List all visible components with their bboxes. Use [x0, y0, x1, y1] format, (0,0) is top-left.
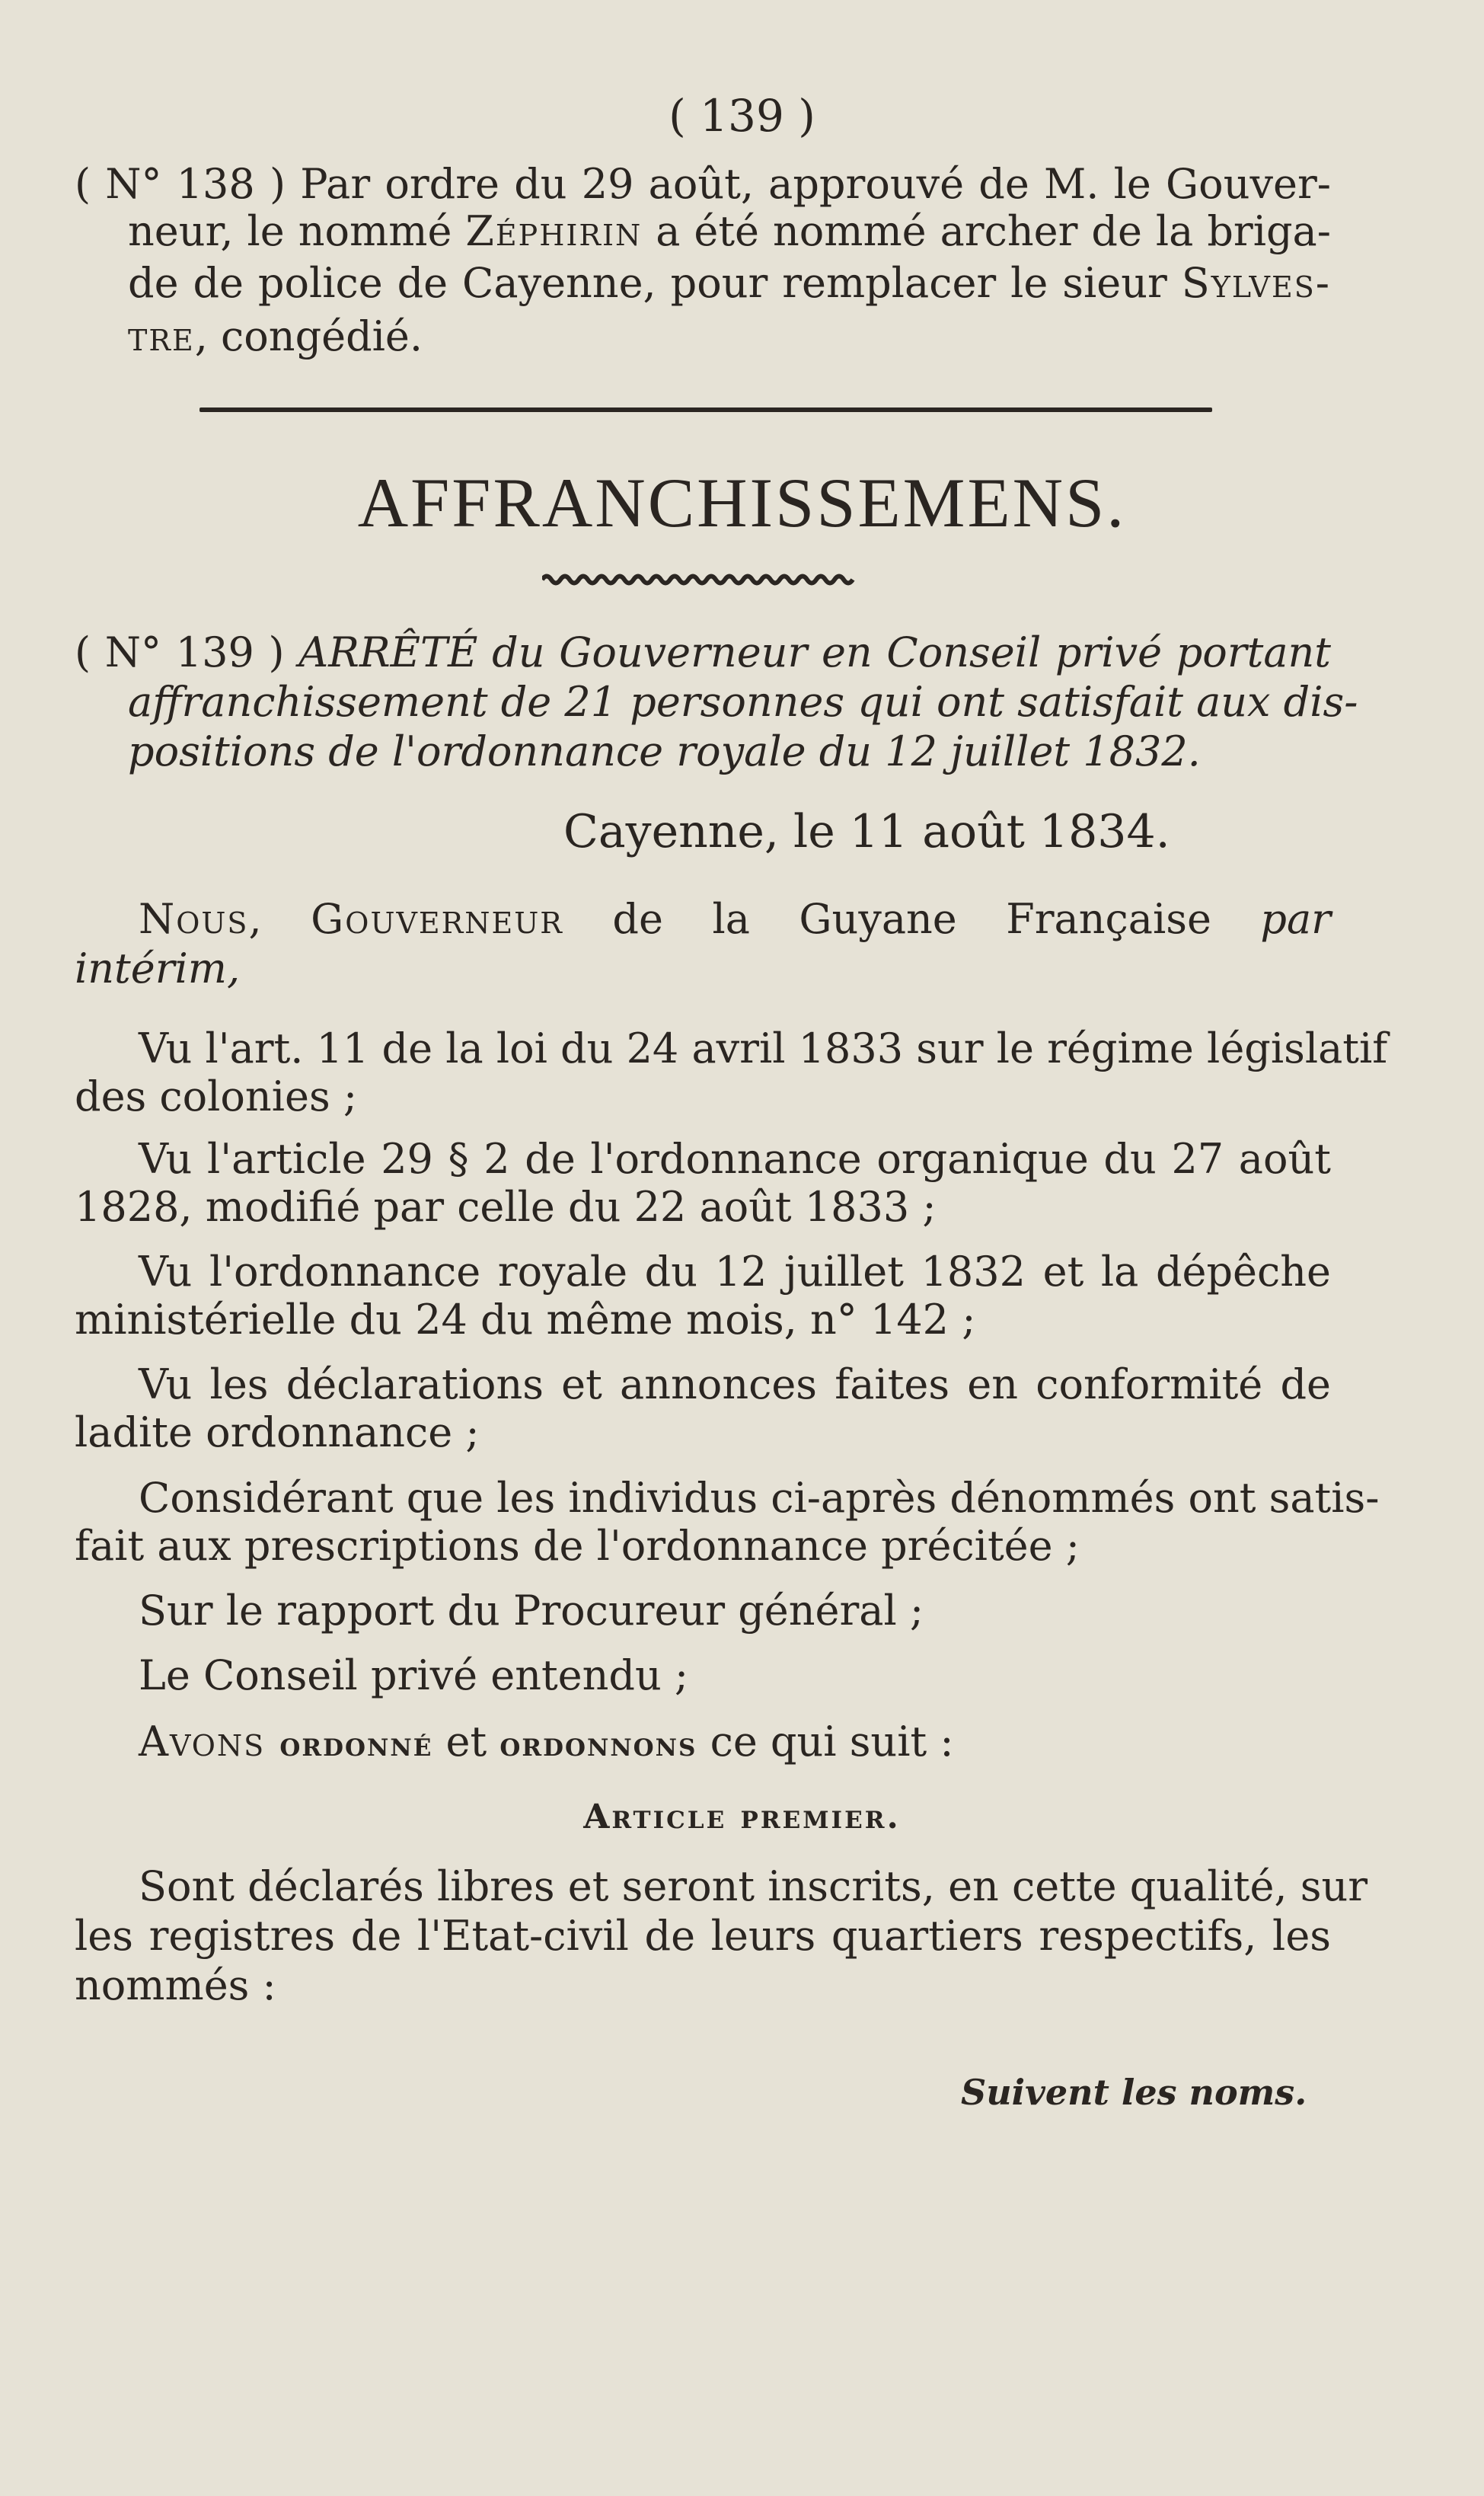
- preamble-par: par: [1260, 895, 1331, 943]
- preamble-text: de la Guyane Française: [563, 895, 1261, 943]
- page-number: ( 139 ): [669, 90, 815, 142]
- recital-2-line-2: 1828, modifié par celle du 22 août 1833 ;: [75, 1183, 937, 1231]
- decree-title-line-3: positions de l'ordonnance royale du 12 juillet 1832.: [128, 727, 1201, 775]
- horizontal-rule: [199, 407, 1212, 412]
- recital-3-line-1: Vu l'ordonnance royale du 12 juillet 1832 et la dépêche: [139, 1248, 1331, 1296]
- recital-5-line-1: Considérant que les individus ci-après dénommés ont satis-: [139, 1474, 1380, 1522]
- notice-138-line-4-text: , congédié.: [194, 312, 423, 360]
- section-title: AFFRANCHISSEMENS.: [357, 464, 1127, 542]
- article-text-line-3: nommés :: [75, 1961, 276, 2009]
- recital-1-line-1: Vu l'art. 11 de la loi du 24 avril 1833 sur le régime législatif: [139, 1024, 1388, 1072]
- decree-title-line-2: affranchissement de 21 personnes qui ont satisfait aux dis-: [128, 678, 1358, 726]
- recital-4-line-1: Vu les déclarations et annonces faites en conformité de: [139, 1360, 1331, 1408]
- ordain-ordonne: ordonné: [279, 1725, 433, 1764]
- notice-138-line-3: [128, 259, 1331, 308]
- recital-3-line-2: ministérielle du 24 du même mois, n° 142 ;: [75, 1296, 976, 1344]
- preamble-line-1: Nous, Gouverneur de la Guyane Française par: [139, 895, 1331, 943]
- person-name-zephirin: Zéphirin: [465, 207, 643, 255]
- notice-139-number: ( N° 139 ): [75, 628, 285, 676]
- recital-5-line-2: fait aux prescriptions de l'ordonnance précitée ;: [75, 1522, 1080, 1570]
- article-text-line-1: Sont déclarés libres et seront inscrits, en cette qualité, sur: [139, 1862, 1368, 1910]
- article-text-line-2: les registres de l'Etat-civil de leurs quartiers respectifs, les: [75, 1912, 1331, 1960]
- notice-138-line-3-text: de de police de Cayenne, pour remplacer le sieur: [128, 259, 1182, 307]
- council-line: Le Conseil privé entendu ;: [139, 1651, 689, 1699]
- place-and-date: Cayenne, le 11 août 1834.: [563, 805, 1170, 858]
- recital-1-line-2: des colonies ;: [75, 1072, 358, 1120]
- preamble-line-2: intérim,: [75, 944, 241, 992]
- ordain-avons: Avons: [139, 1718, 280, 1766]
- ordain-ordonnons: ordonnons: [499, 1725, 697, 1764]
- preamble-nous: Nous: [139, 895, 249, 943]
- notice-138-line-1: ( N° 138 ) Par ordre du 29 août, approuvé de M. le Gouver-: [75, 160, 1331, 208]
- recital-2-line-1: Vu l'article 29 § 2 de l'ordonnance organique du 27 août: [139, 1135, 1331, 1183]
- closing-note: Suivent les noms.: [961, 2072, 1307, 2113]
- notice-138-line-2: [128, 207, 1331, 256]
- article-heading: Article premier.: [583, 1798, 901, 1836]
- notice-138-line-4: [128, 312, 423, 361]
- ordain-et: et: [432, 1718, 500, 1766]
- recital-4-line-2: ladite ordonnance ;: [75, 1408, 480, 1456]
- wavy-ornament: [542, 573, 856, 586]
- notice-139-line-1: [75, 628, 1331, 677]
- person-name-sylvestre-part2: tre: [128, 312, 195, 360]
- notice-138-line-2-start: neur, le nommé: [128, 207, 466, 255]
- report-line: Sur le rapport du Procureur général ;: [139, 1587, 924, 1635]
- decree-title-line-1: ARRÊTÉ du Gouverneur en Conseil privé portant: [298, 628, 1332, 676]
- ordain-rest: ce qui suit :: [697, 1718, 954, 1766]
- person-name-sylvestre-part1: Sylves-: [1181, 259, 1331, 307]
- notice-138-line-2-end: a été nommé archer de la briga-: [642, 207, 1331, 255]
- ordain-line: [139, 1718, 954, 1769]
- preamble-gouverneur: Gouverneur: [311, 895, 563, 943]
